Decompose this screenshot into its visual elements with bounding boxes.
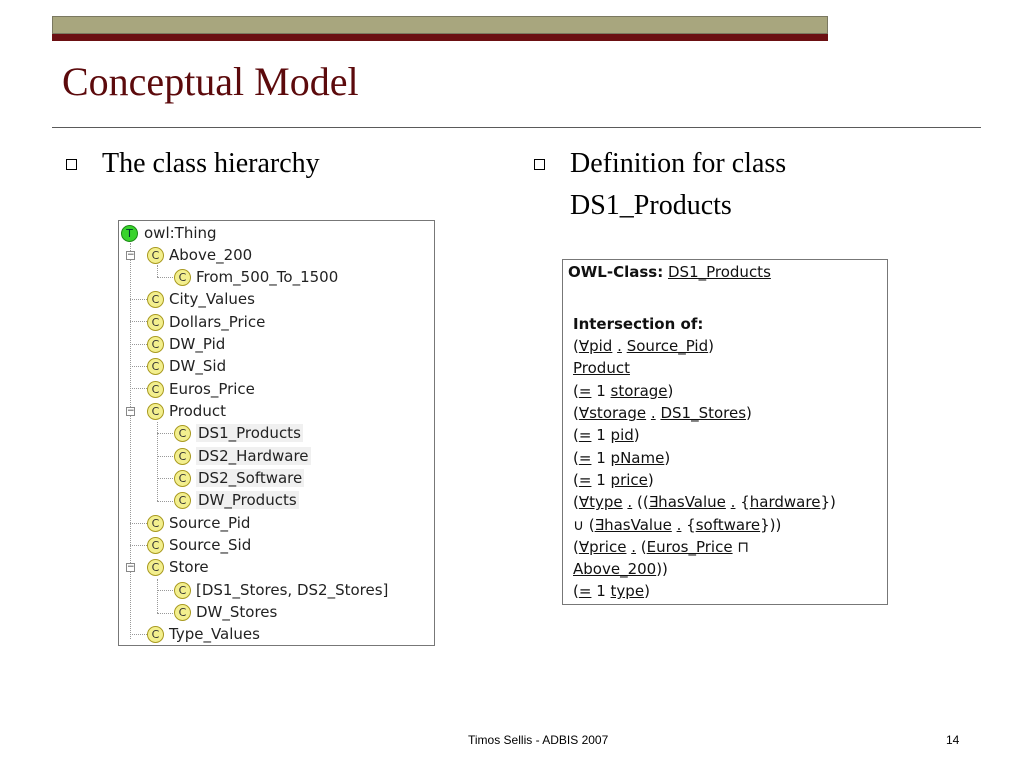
class-icon: C (174, 425, 191, 442)
def-line-price-card: (= 1 price) (573, 471, 654, 489)
tree-guide-line (157, 579, 158, 613)
tree-node-source-pid[interactable] (147, 512, 250, 534)
tree-node-store[interactable] (147, 556, 209, 578)
class-icon: C (147, 336, 164, 353)
definition-header (568, 261, 771, 283)
pname-link[interactable]: pName (610, 449, 665, 467)
thing-icon: T (121, 225, 138, 242)
bullet-square-icon (534, 159, 545, 170)
tree-guide-line (157, 456, 173, 457)
def-line-forall-storage: (∀storage . DS1_Stores) (573, 404, 752, 422)
owl-class-label: OWL-Class: (568, 263, 664, 281)
tree-node-dw-pid[interactable] (147, 333, 225, 355)
tree-node-label: From_500_To_1500 (196, 268, 339, 286)
title-divider (52, 127, 981, 128)
collapse-toggle-above-200[interactable]: − (127, 250, 135, 260)
price-link[interactable]: price (610, 471, 648, 489)
tree-node-source-sid[interactable] (147, 534, 251, 556)
tree-guide-line (130, 366, 147, 367)
def-line-forall-type: (∀type . ((∃hasValue . {hardware}) (573, 493, 836, 511)
def-line-pid-card: (= 1 pid) (573, 426, 640, 444)
class-hierarchy-tree (118, 220, 435, 646)
tree-guide-line (130, 523, 147, 524)
tree-node-dw-sid[interactable] (147, 355, 226, 377)
def-line-above-200: Above_200)) (573, 560, 668, 578)
tree-node-label: DS1_Products (198, 424, 301, 442)
def-line-union: ∪ (∃hasValue . {software})) (573, 516, 782, 534)
tree-guide-line (157, 478, 173, 479)
tree-node-label: DW_Sid (169, 357, 227, 375)
tree-node-dw-stores[interactable] (174, 601, 277, 623)
eq-link[interactable]: = (578, 426, 592, 444)
tree-node-dollars-price[interactable] (147, 311, 265, 333)
class-icon: C (147, 358, 164, 375)
tree-guide-line (157, 265, 158, 277)
tree-node-ds1-products[interactable] (174, 422, 303, 444)
tree-guide-line (130, 299, 147, 300)
tree-node-label: Dollars_Price (169, 313, 266, 331)
tree-guide-line (130, 344, 147, 345)
tree-guide-line (130, 388, 147, 389)
tree-node-label: DS2_Software (198, 469, 303, 487)
tree-node-owl-thing[interactable] (121, 222, 217, 244)
tree-guide-line (130, 545, 147, 546)
eq-link[interactable]: = (578, 471, 592, 489)
olive-band (52, 16, 828, 34)
tree-guide-line (157, 433, 173, 434)
ds1-stores-link[interactable]: DS1_Stores (660, 404, 747, 422)
eq-link[interactable]: = (578, 382, 592, 400)
tree-guide-line (157, 277, 173, 278)
tree-node-ds2-software[interactable] (174, 467, 304, 489)
type-link[interactable]: type (610, 582, 645, 600)
tree-node-dw-products[interactable] (174, 489, 299, 511)
euros-price-link[interactable]: Euros_Price (646, 538, 733, 556)
tree-node-ds2-hardware[interactable] (174, 445, 311, 467)
eq-link[interactable]: = (578, 582, 592, 600)
class-icon: C (174, 582, 191, 599)
class-icon: C (147, 537, 164, 554)
title-decoration-bar (52, 16, 828, 42)
tree-node-label: DW_Stores (196, 603, 278, 621)
bullet-text-line2: DS1_Products (570, 190, 732, 221)
tree-node-label: DS2_Hardware (198, 447, 309, 465)
tree-node-label: City_Values (169, 290, 255, 308)
hardware-link[interactable]: hardware (749, 493, 821, 511)
tree-node-product[interactable] (147, 400, 226, 422)
tree-guide-line (157, 613, 173, 614)
intersection-heading: Intersection of: (573, 315, 704, 333)
tree-node-label: Type_Values (169, 625, 260, 643)
tree-guide-line (130, 321, 147, 322)
def-line-pname-card: (= 1 pName) (573, 449, 671, 467)
tree-node-label: Source_Sid (169, 536, 252, 554)
tree-guide-line (157, 501, 173, 502)
class-definition-panel (562, 259, 888, 605)
maroon-band (52, 34, 828, 41)
tree-guide-line (130, 243, 131, 639)
def-line-type-card: (= 1 type) (573, 582, 650, 600)
def-line-product (573, 357, 630, 379)
slide-title: Conceptual Model (62, 59, 359, 104)
bullet-square-icon (66, 159, 77, 170)
tree-node-label: [DS1_Stores, DS2_Stores] (196, 581, 389, 599)
class-icon: C (174, 448, 191, 465)
class-icon: C (147, 626, 164, 643)
tree-node-city-values[interactable] (147, 288, 255, 310)
pid-link[interactable]: pid (610, 426, 634, 444)
class-icon: C (147, 559, 164, 576)
tree-node-label: Above_200 (169, 246, 253, 264)
tree-node-label: DW_Pid (169, 335, 226, 353)
forall-price-link[interactable]: ∀price (578, 538, 627, 556)
product-link[interactable]: Product (573, 359, 630, 377)
collapse-toggle-store[interactable]: − (127, 562, 135, 572)
tree-node-label: owl:Thing (144, 224, 217, 242)
storage-link[interactable]: storage (610, 382, 668, 400)
tree-node-label: DW_Products (198, 491, 297, 509)
footer-credit: Timos Sellis - ADBIS 2007 (468, 733, 609, 747)
eq-link[interactable]: = (578, 449, 592, 467)
class-icon: C (174, 604, 191, 621)
forall-storage-link[interactable]: ∀storage (578, 404, 647, 422)
source-pid-link[interactable]: Source_Pid (626, 337, 709, 355)
tree-node-from-500-to-1500[interactable] (174, 266, 338, 288)
tree-node-above-200[interactable] (147, 244, 252, 266)
collapse-toggle-product[interactable]: − (127, 406, 135, 416)
class-icon: C (147, 247, 164, 264)
exists-hasvalue-link[interactable]: ∃hasValue (648, 493, 726, 511)
exists-hasvalue-link[interactable]: ∃hasValue (594, 516, 672, 534)
def-line-forall-price: (∀price . (Euros_Price ⊓ (573, 538, 750, 556)
tree-node-ds1-ds2-stores[interactable] (174, 579, 388, 601)
class-icon: C (147, 291, 164, 308)
tree-node-label: Product (169, 402, 226, 420)
software-link[interactable]: software (695, 516, 761, 534)
class-icon: C (174, 470, 191, 487)
class-icon: C (147, 314, 164, 331)
bullet-text: The class hierarchy (102, 148, 320, 179)
tree-guide-line (130, 634, 147, 635)
tree-node-label: Store (169, 558, 209, 576)
owl-class-link[interactable]: DS1_Products (668, 263, 771, 281)
class-icon: C (174, 492, 191, 509)
def-line-pid: (∀pid . Source_Pid) (573, 337, 714, 355)
bullet-text-line1: Definition for class (570, 148, 787, 179)
page-number: 14 (946, 733, 960, 747)
tree-node-label: Source_Pid (169, 514, 251, 532)
class-icon: C (174, 269, 191, 286)
forall-pid-link[interactable]: ∀pid (578, 337, 613, 355)
tree-node-label: Euros_Price (169, 380, 255, 398)
tree-node-type-values[interactable] (147, 623, 260, 645)
class-icon: C (147, 381, 164, 398)
def-line-storage-card: (= 1 storage) (573, 382, 674, 400)
above-200-link[interactable]: Above_200 (573, 560, 657, 578)
tree-node-euros-price[interactable] (147, 378, 255, 400)
forall-type-link[interactable]: ∀type (578, 493, 623, 511)
tree-guide-line (157, 590, 173, 591)
class-icon: C (147, 515, 164, 532)
class-icon: C (147, 403, 164, 420)
